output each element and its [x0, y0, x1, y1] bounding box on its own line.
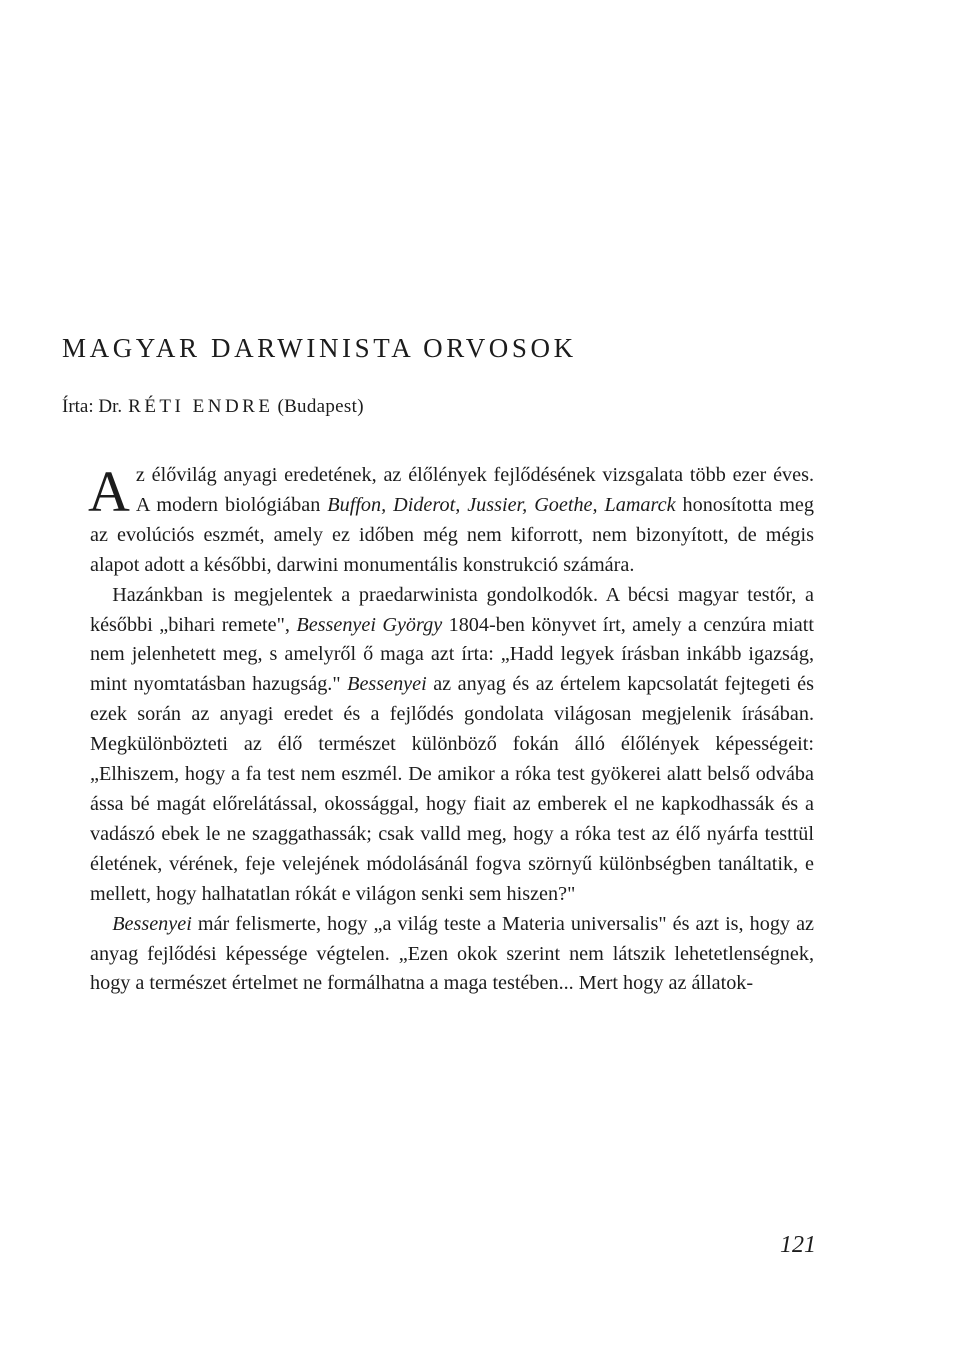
drop-cap: A: [88, 459, 130, 524]
byline-prefix: Írta: Dr.: [62, 396, 123, 417]
byline: [62, 396, 364, 418]
paragraph-3: Bessenyei már felismerte, hogy „a világ teste a Materia universalis" és azt is, hogy az anyag fejlődési képessége végtelen. „Ezen okok szerint nem látszik lehetetlenségnek, hogy a természet értelmet ne formálhatna a maga testében... Mert hogy az állatok-: [90, 912, 814, 995]
byline-place: (Budapest): [277, 396, 364, 417]
byline-author: RÉTI ENDRE: [128, 396, 274, 417]
paragraph-1: [90, 461, 814, 581]
article-title: MAGYAR DARWINISTA ORVOSOK: [62, 333, 577, 363]
paragraph-2: Hazánkban is megjelentek a praedarwinista gondolkodók. A bécsi magyar testőr, a későbbi „bihari remete", Bessenyei György 1804-ben könyvet írt, amely a cenzúra miatt nem jelenhetett meg, s amelyről ő maga azt írta: „Hadd legyek írásban inkább igazság, mint nyomtatásban hazugság." Bessenyei az anyag és az értelem kapcsolatát fejtegeti és ezek során az anyagi eredet és a fejlődés gondolata világosan megjelenik írásában. Megkülönbözteti az élő természet különböző fokán álló élőlények képességeit: „Elhiszem, hogy a fa test nem eszmél. De amikor a róka test gyökerei alatt belső odvába ássa bé magát előrelátással, okossággal, hogy fiait az emberek el ne kapkodhassák és a vadászó ebek le ne szaggathassák; csak valld meg, hogy a róka test az élő nyárfa testtül életének, vérének, feje velejének módolásánál fogva szörnyű különbségben tanáltatik, e mellett, hogy halhatatlan rókát e világon senki sem hiszen?": [90, 583, 814, 905]
page-number: 121: [780, 1232, 816, 1258]
paragraph-1-text: z élővilág anyagi eredetének, az élőlények fejlődésének vizsgalata több ezer éves. A modern biológiában Buffon, Diderot, Jussier, Goethe, Lamarck honosította meg az evolúciós eszmét, amely ez időben még nem kiforrott, nem bizonyított, de mégis alapot adott a későbbi, darwini monumentális konstrukció számára.: [90, 464, 814, 576]
article-body: [90, 461, 814, 999]
